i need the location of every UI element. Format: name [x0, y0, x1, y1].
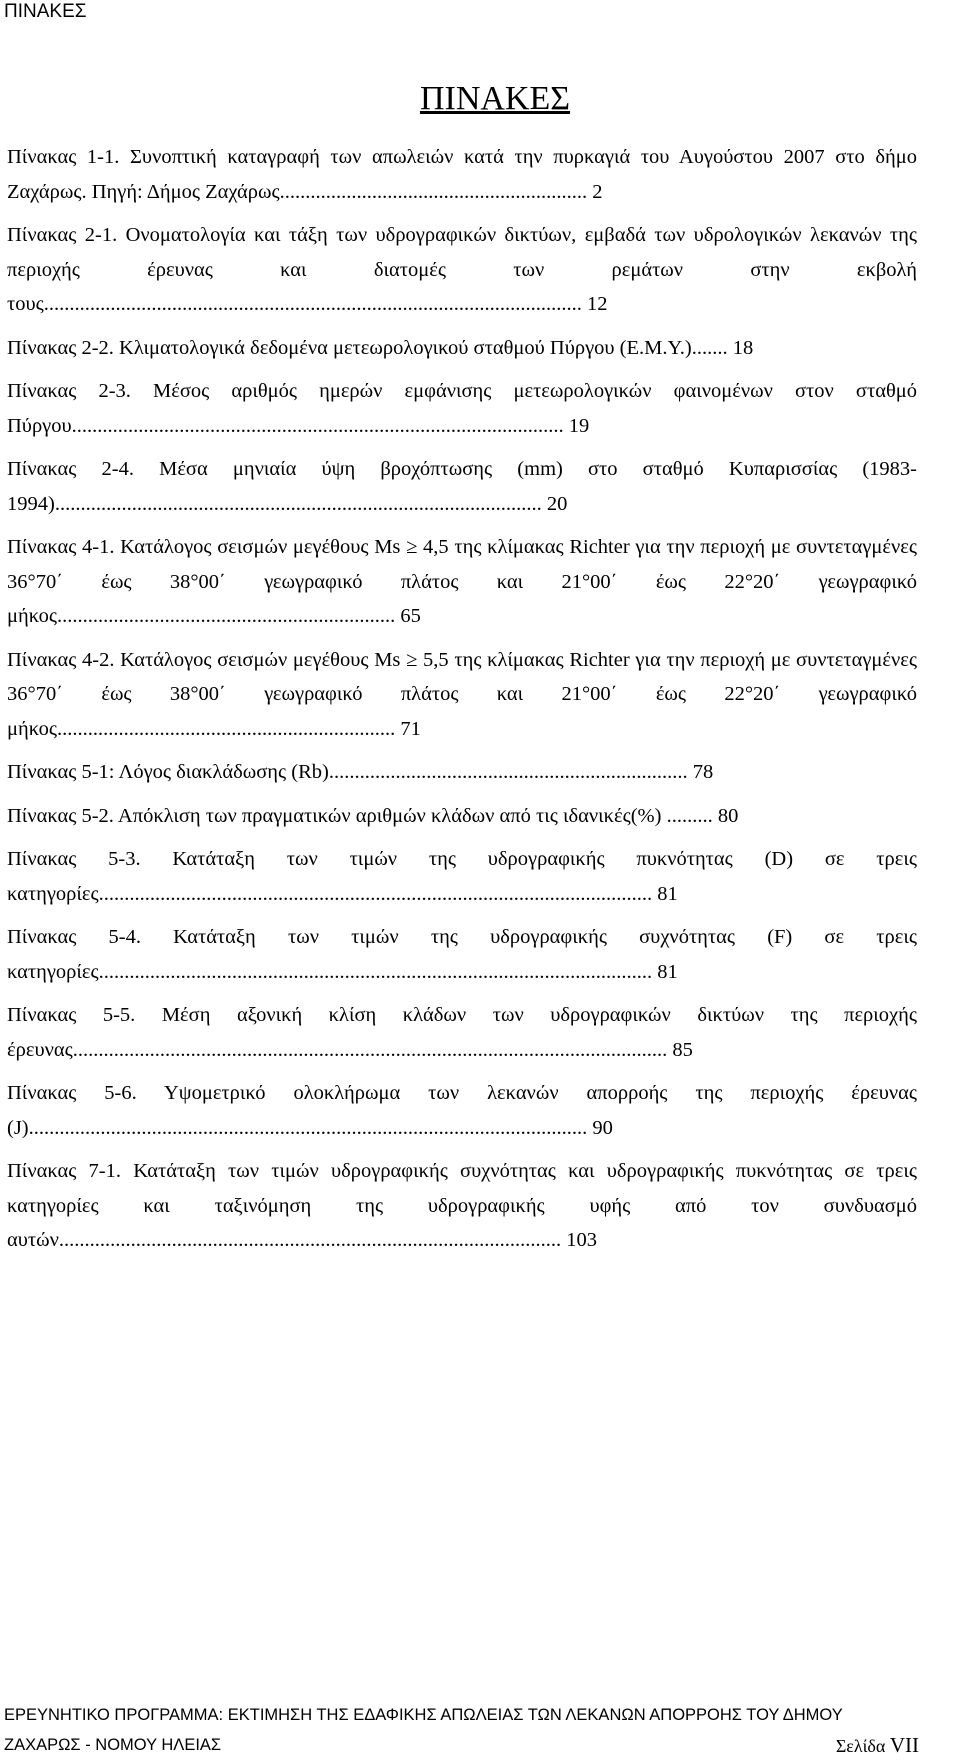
dot-leader: ........ — [671, 804, 713, 827]
toc-page-number: 65 — [400, 605, 421, 627]
toc-entry[interactable] — [7, 998, 917, 1067]
footer-municipality: ΖΑΧΑΡΩΣ - ΝΟΜΟΥ ΗΛΕΙΑΣ — [4, 1736, 222, 1754]
running-header: ΠΙΝΑΚΕΣ — [4, 1, 87, 22]
table-of-contents — [7, 140, 917, 1267]
dot-leader: ................................................................. — [62, 717, 396, 740]
toc-page-number: 81 — [657, 882, 678, 905]
toc-entry-text: Πίνακας 4-2. Κατάλογος σεισμών μεγέθους Ms ≥ 5,5 της κλίμακας Richter για την περιοχή με συντεταγμένες 36°70΄ έως 38°00΄ γεωγραφικό πλάτος και 21°00΄ έως 22°20΄ γεωγραφικό μήκος. — [7, 648, 917, 740]
toc-entry-text: Πίνακας 5-5. Μέση αξονική κλίση κλάδων των υδρογραφικών δικτύων της περιοχής έρευνας. — [7, 1004, 917, 1061]
toc-page-number: 80 — [717, 804, 739, 827]
page-footer — [4, 1700, 919, 1761]
toc-entry-text: Πίνακας 2-1. Ονοματολογία και τάξη των υδρογραφικών δικτύων, εμβαδά των υδρολογικών λεκανών της περιοχής έρευνας και διατομές των ρεμάτων στην εκβολή τους. — [7, 224, 917, 315]
toc-entry[interactable] — [7, 1076, 917, 1145]
toc-entry[interactable] — [7, 140, 917, 209]
page-title-text: ΠΙΝΑΚΕΣ — [419, 80, 571, 117]
toc-entry[interactable] — [7, 799, 917, 834]
toc-entry-text: Πίνακας 5-4. Κατάταξη των τιμών της υδρογραφικής συχνότητας (F) σε τρεις κατηγορίες. — [7, 926, 917, 983]
toc-entry[interactable] — [7, 842, 917, 911]
dot-leader: ............................................................................................................ — [33, 1116, 588, 1139]
toc-entry-text: Πίνακας 5-6. Υψομετρικό ολοκλήρωμα των λεκανών απορροής της περιοχής έρευνας (J). — [7, 1082, 917, 1139]
toc-entry[interactable] — [7, 331, 917, 366]
dot-leader: ............................................................................................... — [54, 492, 542, 515]
toc-entry[interactable] — [7, 1154, 917, 1258]
toc-page-number: 20 — [546, 492, 568, 515]
toc-entry-text: Πίνακας 1-1. Συνοπτική καταγραφή των απωλειών κατά την πυρκαγιά του Αυγούστου 2007 στο δήμο Ζαχάρως. Πηγή: Δήμος Ζαχάρως — [7, 146, 917, 203]
footer-page-indicator — [836, 1730, 919, 1761]
toc-page-number: 71 — [400, 717, 421, 740]
footer-page-number: VII — [889, 1733, 919, 1757]
toc-page-number: 18 — [732, 336, 754, 359]
toc-entry-text: Πίνακας 5-3. Κατάταξη των τιμών της υδρογραφικής πυκνότητας (D) σε τρεις κατηγορίες. — [7, 848, 917, 905]
toc-entry-text: Πίνακας 5-1: Λόγος διακλάδωσης (Rb). — [7, 761, 334, 783]
footer-project-title: ΕΡΕΥΝΗΤΙΚΟ ΠΡΟΓΡΑΜΜΑ: ΕΚΤΙΜΗΣΗ ΤΗΣ ΕΔΑΦΙΚΗΣ ΑΠΩΛΕΙΑΣ ΤΩΝ ΛΕΚΑΝΩΝ ΑΠΟΡΡΟΗΣ ΤΟΥ ΔΗΜΟΥ — [4, 1706, 843, 1724]
toc-entry[interactable] — [7, 530, 917, 634]
dot-leader: ...... — [696, 336, 728, 359]
toc-page-number: 103 — [566, 1229, 598, 1251]
dot-leader: ........................................................................................................ — [48, 293, 582, 315]
toc-entry-text: Πίνακας 7-1. Κατάταξη των τιμών υδρογραφικής συχνότητας και υδρογραφικής πυκνότητας σε τρεις κατηγορίες και ταξινόμηση της υδρογραφικής υφής από τον συνδυασμό αυτών. — [7, 1160, 917, 1251]
dot-leader: ..................................................................... — [333, 761, 688, 783]
dot-leader: ........................................................................................................... — [103, 960, 653, 983]
toc-entry-text: Πίνακας 4-1. Κατάλογος σεισμών μεγέθους Ms ≥ 4,5 της κλίμακας Richter για την περιοχή με συντεταγμένες 36°70΄ έως 38°00΄ γεωγραφικό πλάτος και 21°00΄ έως 22°20΄ γεωγραφικό μήκος. — [7, 536, 917, 627]
toc-page-number: 12 — [587, 293, 608, 315]
toc-entry-text: Πίνακας 2-2. Κλιματολογικά δεδομένα μετεωρολογικού σταθμού Πύργου (Ε.Μ.Υ.). — [7, 336, 697, 359]
dot-leader: ............................................................................................... — [76, 414, 564, 437]
toc-page-number: 2 — [592, 180, 603, 203]
footer-line-2 — [4, 1730, 919, 1761]
toc-page-number: 90 — [592, 1116, 613, 1139]
toc-entry[interactable] — [7, 755, 917, 790]
toc-entry[interactable] — [7, 374, 917, 443]
toc-entry[interactable] — [7, 643, 917, 747]
toc-page-number: 81 — [657, 960, 678, 983]
footer-page-label: Σελίδα — [835, 1736, 886, 1756]
dot-leader: ................................................................................................. — [64, 1229, 562, 1251]
toc-entry[interactable] — [7, 218, 917, 322]
toc-entry-text: Πίνακας 5-2. Απόκλιση των πραγματικών αριθμών κλάδων από τις ιδανικές(%) . — [7, 804, 672, 827]
page-title — [0, 79, 960, 119]
dot-leader: ............................................................ — [279, 180, 588, 203]
toc-entry-text: Πίνακας 2-4. Μέσα μηνιαία ύψη βροχόπτωσης (mm) στο σταθμό Κυπαρισσίας (1983-1994) — [7, 458, 917, 515]
toc-page-number: 78 — [692, 761, 714, 783]
toc-entry-text: Πίνακας 2-3. Μέσος αριθμός ημερών εμφάνισης μετεωρολογικών φαινομένων στον σταθμό Πύργου. — [7, 380, 917, 437]
dot-leader: ........................................................................................................... — [103, 882, 653, 905]
dot-leader: ................................................................................................................... — [77, 1038, 668, 1061]
toc-page-number: 19 — [568, 414, 590, 437]
toc-entry[interactable] — [7, 920, 917, 989]
toc-entry[interactable] — [7, 452, 917, 521]
dot-leader: ................................................................. — [62, 605, 396, 627]
toc-page-number: 85 — [672, 1038, 693, 1061]
